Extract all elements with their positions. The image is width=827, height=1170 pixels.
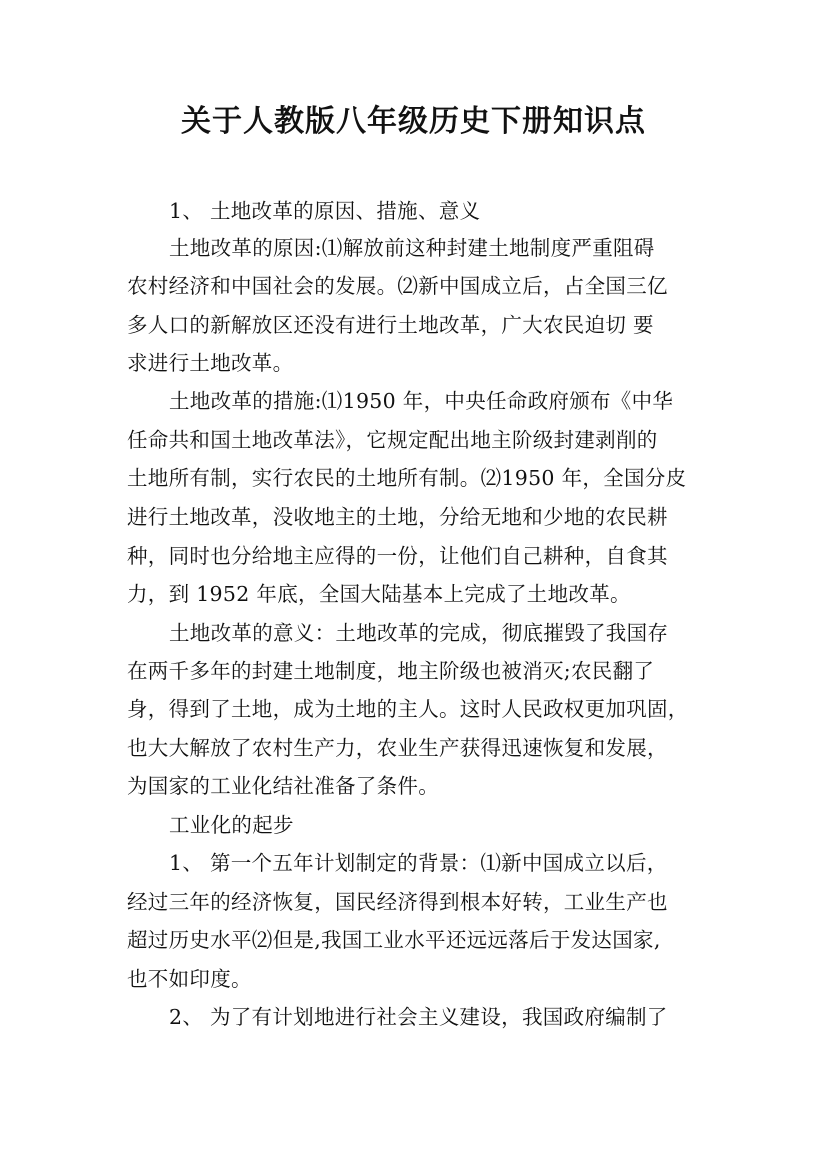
paragraph-line: 土地改革的措施:⑴1950 年，中央任命政府颁布《中华: [169, 389, 674, 413]
paragraph-line: 任命共和国土地改革法》，它规定配出地主阶级封建剥削的: [127, 428, 658, 452]
paragraph-line: 进行土地改革，没收地主的土地，分给无地和少地的农民耕: [127, 505, 668, 529]
paragraph-line: 也不如印度。: [127, 967, 252, 991]
section-heading: 1、 土地改革的原因、措施、意义: [169, 199, 481, 223]
section-heading: 工业化的起步: [169, 813, 294, 837]
paragraph-line: 土地所有制，实行农民的土地所有制。⑵1950 年，全国分皮: [127, 466, 687, 490]
paragraph-line: 为国家的工业化结社准备了条件。: [127, 774, 439, 798]
paragraph-line: 经过三年的经济恢复，国民经济得到根本好转，工业生产也: [127, 890, 668, 914]
paragraph-line: 土地改革的意义：土地改革的完成，彻底摧毁了我国存: [169, 621, 669, 645]
paragraph-line: 在两千多年的封建土地制度，地主阶级也被消灭;农民翻了: [127, 659, 655, 683]
paragraph-line: 力，到 1952 年底，全国大陆基本上完成了土地改革。: [127, 582, 631, 606]
paragraph-line: 1、 第一个五年计划制定的背景：⑴新中国成立以后，: [169, 851, 668, 875]
paragraph-line: 土地改革的原因:⑴解放前这种封建土地制度严重阻碍: [169, 236, 655, 260]
paragraph-line: 农村经济和中国社会的发展。⑵新中国成立后，占全国三亿: [127, 274, 668, 298]
paragraph-line: 种，同时也分给地主应得的一份，让他们自己耕种，自食其: [127, 544, 668, 568]
paragraph-line: 多人口的新解放区还没有进行土地改革，广大农民迫切 要: [127, 313, 654, 337]
paragraph-line: 身，得到了土地，成为土地的主人。这时人民政权更加巩固，: [127, 697, 689, 721]
paragraph-line: 也大大解放了农村生产力，农业生产获得迅速恢复和发展，: [127, 736, 668, 760]
paragraph-line: 求进行土地改革。: [127, 351, 294, 375]
paragraph-line: 2、 为了有计划地进行社会主义建设，我国政府编制了: [169, 1005, 668, 1029]
document-title: 关于人教版八年级历史下册知识点: [181, 104, 646, 139]
paragraph-line: 超过历史水平⑵但是,我国工业水平还远远落后于发达国家,: [127, 928, 661, 952]
